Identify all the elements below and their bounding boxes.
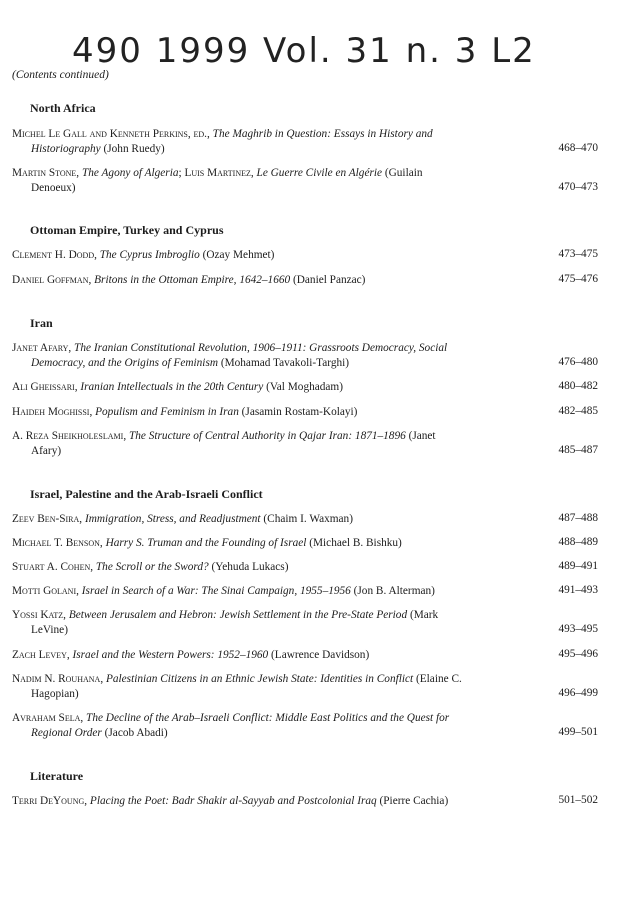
section-heading-north-africa: North Africa: [30, 101, 96, 115]
entry-author: Nadim N. Rouhana,: [12, 673, 104, 685]
entry-pages: 487–488: [558, 512, 598, 524]
entry-title: The Cyprus Imbroglio: [99, 249, 200, 261]
toc-entry: [12, 536, 512, 551]
entry-author: Haideh Moghissi,: [12, 406, 93, 418]
handwritten-annotation: [72, 24, 542, 80]
toc-entry: [12, 429, 512, 459]
entry-title: The Maghrib in Question: Essays in History and: [212, 128, 433, 140]
toc-entry: [12, 273, 512, 288]
entry-pages: 476–480: [558, 356, 598, 368]
entry-pages: 491–493: [558, 584, 598, 596]
toc-entry: [12, 608, 512, 638]
entry-pages: 501–502: [558, 794, 598, 806]
entry-pages: 470–473: [558, 181, 598, 193]
section-heading-iran: Iran: [30, 316, 53, 330]
section-heading-literature: Literature: [30, 769, 84, 783]
entry-title: Israel and the Western Powers: 1952–1960: [72, 649, 269, 661]
entry-reviewer: (Val Moghadam): [266, 381, 343, 393]
toc-entry: [12, 127, 512, 157]
toc-entry: [12, 560, 512, 575]
entry-title: The Decline of the Arab–Israeli Conflict: Middle East Politics and the Quest for: [86, 712, 450, 724]
entry-reviewer: (Chaim I. Waxman): [263, 513, 353, 525]
entry-reviewer: (Mark: [409, 609, 439, 621]
entry-title: The Structure of Central Authority in Qajar Iran: 1871–1896: [128, 430, 406, 442]
entry-pages: 485–487: [558, 444, 598, 456]
entry-pages: 480–482: [558, 380, 598, 392]
entry-reviewer: (Lawrence Davidson): [271, 649, 370, 661]
entry-author: Daniel Goffman,: [12, 274, 92, 286]
entry-title-cont: Democracy, and the Origins of Feminism: [31, 357, 218, 369]
entry-author: Stuart A. Cohen,: [12, 561, 94, 573]
entry-reviewer: (Jon B. Alterman): [353, 585, 435, 597]
toc-entry: Martin Stone, The Agony of Algeria; Luis Martinez, Le Guerre Civile en Algérie (Guilain Denoeux): [12, 166, 512, 196]
handwritten-note-text: 490 1999 Vol. 31 n. 3 L2: [72, 31, 536, 71]
entry-title: The Iranian Constitutional Revolution, 1906–1911: Grassroots Democracy, Social: [74, 342, 448, 354]
entry-title: Britons in the Ottoman Empire, 1642–1660: [94, 274, 291, 286]
contents-continued-label: (Contents continued): [12, 69, 109, 81]
entry-title: Placing the Poet: Badr Shakir al-Sayyab and Postcolonial Iraq: [89, 795, 377, 807]
entry-author: Avraham Sela,: [12, 712, 84, 724]
toc-entry: [12, 380, 512, 395]
entry-reviewer: (Mohamad Tavakoli-Targhi): [220, 357, 350, 369]
entry-title: Populism and Feminism in Iran: [95, 406, 239, 418]
entry-reviewer: (Guilain: [384, 167, 423, 179]
section-heading-israel-palestine: Israel, Palestine and the Arab-Israeli Conflict: [30, 487, 263, 501]
entry-title: Palestinian Citizens in an Ethnic Jewish State: Identities in Conflict: [105, 673, 414, 685]
entry-pages: 475–476: [558, 273, 598, 285]
entry-pages: 468–470: [558, 142, 598, 154]
entry-reviewer-cont: Afary): [31, 445, 62, 457]
toc-entry: [12, 584, 512, 599]
toc-entry: [12, 672, 512, 702]
entry-reviewer: (Jacob Abadi): [104, 727, 168, 739]
entry-reviewer-cont: Hagopian): [31, 688, 79, 700]
entry-author: Zeev Ben-Sira,: [12, 513, 83, 525]
toc-entry: [12, 794, 512, 809]
entry-reviewer: (Yehuda Lukacs): [211, 561, 289, 573]
entry-reviewer: (Jasamin Rostam-Kolayi): [241, 406, 358, 418]
toc-entry: [12, 512, 512, 527]
entry-title: Iranian Intellectuals in the 20th Century: [80, 381, 264, 393]
entry-author: Michael T. Benson,: [12, 537, 103, 549]
entry-reviewer: (Pierre Cachia): [379, 795, 449, 807]
entry-reviewer: (Ozay Mehmet): [202, 249, 275, 261]
entry-title: Between Jerusalem and Hebron: Jewish Settlement in the Pre-State Period: [68, 609, 408, 621]
entry-title-cont: Regional Order: [31, 727, 102, 739]
entry-pages: 493–495: [558, 623, 598, 635]
entry-author: Michel Le Gall and Kenneth Perkins, ed.,: [12, 128, 210, 140]
entry-author: Yossi Katz,: [12, 609, 66, 621]
entry-author-2: Luis Martinez,: [184, 167, 254, 179]
entry-reviewer: (Daniel Panzac): [292, 274, 366, 286]
section-heading-ottoman: Ottoman Empire, Turkey and Cyprus: [30, 223, 224, 237]
entry-pages: 473–475: [558, 248, 598, 260]
toc-entry: [12, 648, 512, 663]
entry-author: Clement H. Dodd,: [12, 249, 97, 261]
entry-reviewer: (John Ruedy): [103, 143, 165, 155]
toc-entry: [12, 405, 512, 420]
entry-author: Motti Golani,: [12, 585, 79, 597]
entry-pages: 495–496: [558, 648, 598, 660]
entry-title: Harry S. Truman and the Founding of Israel: [105, 537, 307, 549]
toc-entry: [12, 711, 512, 741]
entry-title: Israel in Search of a War: The Sinai Campaign, 1955–1956: [81, 585, 351, 597]
entry-reviewer: (Michael B. Bishku): [309, 537, 402, 549]
entry-title: The Agony of Algeria: [81, 167, 179, 179]
entry-author: Terri DeYoung,: [12, 795, 88, 807]
entry-pages: 499–501: [558, 726, 598, 738]
entry-author: Ali Gheissari,: [12, 381, 78, 393]
entry-title-cont: Historiography: [31, 143, 101, 155]
entry-title-2: Le Guerre Civile en Algérie: [256, 167, 383, 179]
entry-pages: 488–489: [558, 536, 598, 548]
entry-pages: 489–491: [558, 560, 598, 572]
entry-reviewer-cont: LeVine): [31, 624, 68, 636]
toc-entry: [12, 341, 512, 371]
entry-pages: 482–485: [558, 405, 598, 417]
entry-author: Zach Levey,: [12, 649, 70, 661]
entry-title: The Scroll or the Sword?: [95, 561, 209, 573]
entry-author: Janet Afary,: [12, 342, 72, 354]
entry-author: A. Reza Sheikholeslami,: [12, 430, 127, 442]
entry-reviewer: (Elaine C.: [416, 673, 462, 685]
entry-reviewer-cont: Denoeux): [31, 182, 76, 194]
entry-reviewer: (Janet: [408, 430, 436, 442]
toc-entry: [12, 248, 512, 263]
entry-title: Immigration, Stress, and Readjustment: [84, 513, 261, 525]
entry-pages: 496–499: [558, 687, 598, 699]
entry-author: Martin Stone,: [12, 167, 80, 179]
